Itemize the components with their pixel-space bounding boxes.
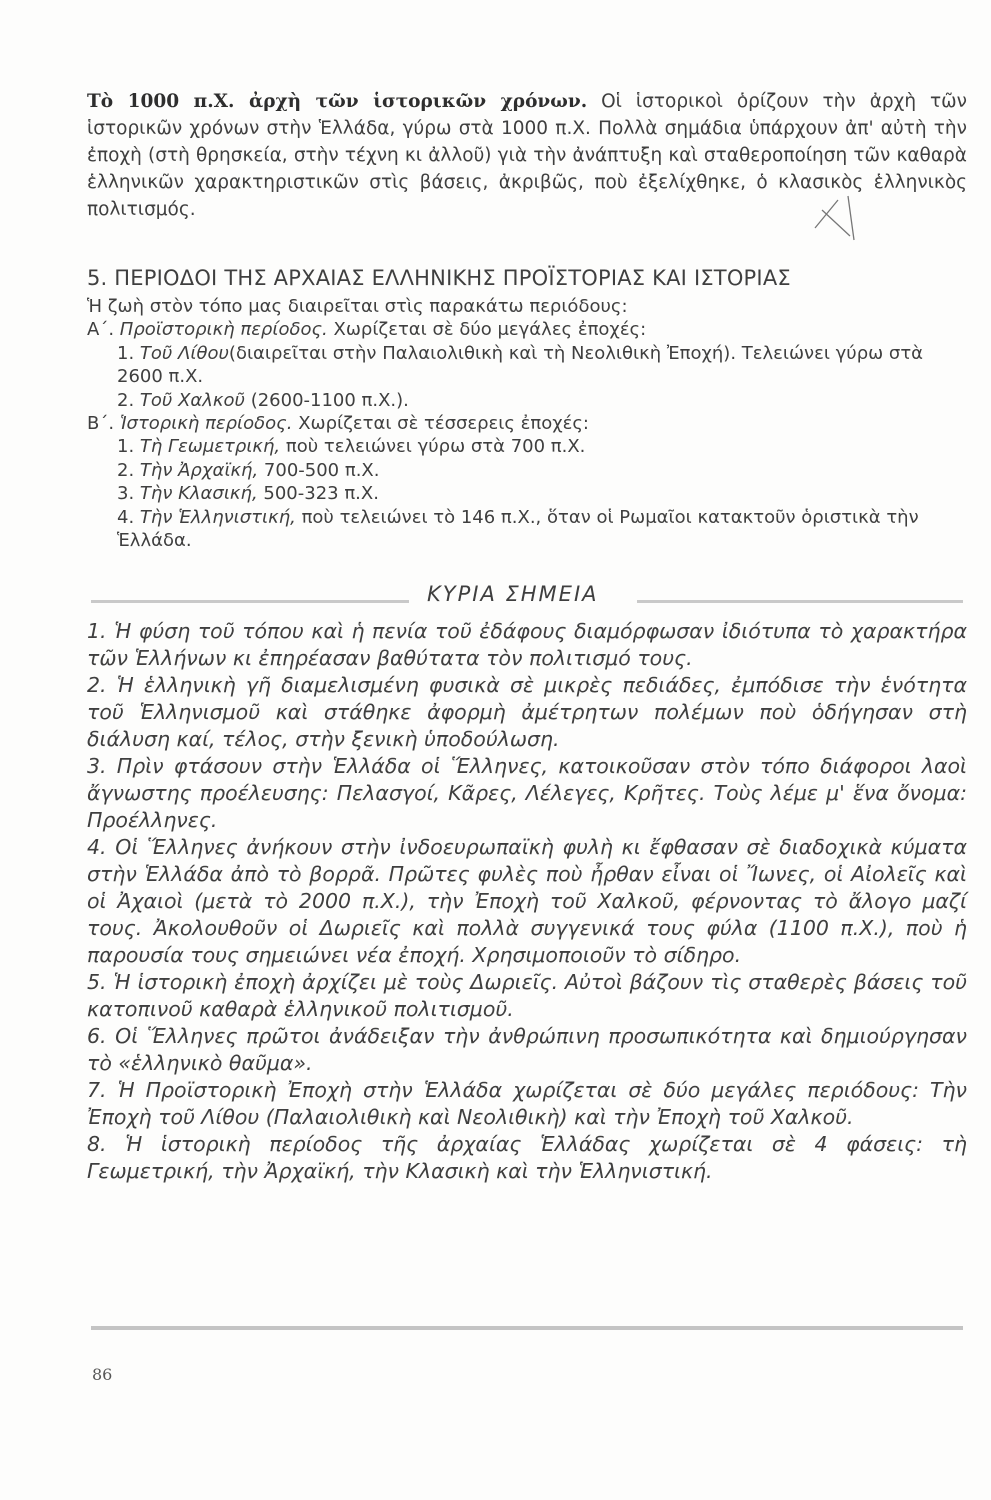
period-b1-num: 1. [117, 436, 135, 458]
period-a-label: Α΄. [87, 319, 115, 341]
page-number: 86 [92, 1365, 113, 1384]
period-a1 [87, 342, 967, 389]
period-a1-desc: (διαιρεῖται στὴν Παλαιολιθικὴ καὶ τὴ Νεολιθικὴ Ἐποχή). Τελειώνει γύρω στὰ 2600 π.Χ. [117, 342, 924, 388]
period-b-desc: Χωρίζεται σὲ τέσσερεις ἐποχές: [298, 413, 589, 435]
period-b3-desc: 500-323 π.Χ. [263, 483, 379, 505]
period-b4-title: Τὴν Ἑλληνιστική, [139, 506, 296, 528]
period-a1-num: 1. [117, 342, 135, 364]
key-point-item: 1. Ἡ φύση τοῦ τόπου καὶ ἡ πενία τοῦ ἐδάφους διαμόρφωσαν ἰδιότυπα τὸ χαρακτήρα τῶν Ἑλλήνων κι ἐπηρέασαν βαθύτατα τὸν πολιτισμό τους. [87, 619, 967, 671]
period-b-label: Β΄. [87, 413, 115, 435]
period-b1-desc: ποὺ τελειώνει γύρω στὰ 700 π.Χ. [285, 436, 586, 458]
divider-right [637, 600, 963, 603]
key-point-item: 2. Ἡ ἑλληνικὴ γῆ διαμελισμένη φυσικὰ σὲ μικρὲς πεδιάδες, ἐμπόδισε τὴν ἑνότητα τοῦ Ἑλληνισμοῦ καὶ στάθηκε ἀφορμὴ ἀμέτρητων πολέμων ποὺ ὁδήγησαν στὴ διάλυση καί, τέλος, στὴν ξενικὴ ὑποδούλωση. [87, 673, 967, 752]
period-a-desc: Χωρίζεται σὲ δύο μεγάλες ἐποχές: [333, 319, 647, 341]
period-b4 [87, 506, 967, 553]
key-points-title: ΚΥΡΙΑ ΣΗΜΕΙΑ [427, 582, 599, 607]
key-point-item: 3. Πρὶν φτάσουν στὴν Ἑλλάδα οἱ Ἕλληνες, κατοικοῦσαν στὸν τόπο διάφοροι λαοὶ ἄγνωστης προέλευσης: Πελασγοί, Κᾶρες, Λέλεγες, Κρῆτες. Τοὺς λέμε μ' ἕνα ὄνομα: Προέλληνες. [87, 754, 967, 833]
intro-lead: Τὸ 1000 π.Χ. ἀρχὴ τῶν ἱστορικῶν χρόνων. [87, 91, 588, 112]
period-a2 [87, 389, 967, 412]
bottom-divider [91, 1326, 963, 1330]
section-heading: 5. ΠΕΡΙΟΔΟΙ ΤΗΣ ΑΡΧΑΙΑΣ ΕΛΛΗΝΙΚΗΣ ΠΡΟΪΣΤΟΡΙΑΣ ΚΑΙ ΙΣΤΟΡΙΑΣ [87, 266, 791, 290]
key-point-item: 7. Ἡ Προϊστορικὴ Ἐποχὴ στὴν Ἑλλάδα χωρίζεται σὲ δύο μεγάλες περιόδους: Τὴν Ἐποχὴ τοῦ Λίθου (Παλαιολιθικὴ καὶ Νεολιθικὴ) καὶ τὴν Ἐποχὴ τοῦ Χαλκοῦ. [87, 1078, 967, 1130]
period-b1-title: Τὴ Γεωμετρική, [139, 436, 281, 458]
key-points-list [87, 618, 967, 1185]
period-b-title: Ἱστορικὴ περίοδος. [119, 413, 293, 435]
period-a1-title: Τοῦ Λίθου [139, 342, 229, 364]
period-b3-num: 3. [117, 483, 135, 505]
period-b2 [87, 459, 967, 482]
period-b2-desc: 700-500 π.Χ. [263, 459, 380, 481]
period-b3-title: Τὴν Κλασική, [139, 483, 258, 505]
period-b1 [87, 435, 967, 458]
period-b [87, 412, 967, 435]
period-a2-num: 2. [117, 389, 135, 411]
period-a2-desc: (2600-1100 π.Χ.). [250, 389, 409, 411]
period-b4-desc: ποὺ τελειώνει τὸ 146 π.Χ., ὅταν οἱ Ρωμαῖοι κατακτοῦν ὁριστικὰ τὴν Ἑλλάδα. [117, 506, 919, 552]
period-a2-title: Τοῦ Χαλκοῦ [139, 389, 245, 411]
period-a [87, 318, 967, 341]
key-points-header [87, 582, 967, 614]
pencil-scribble-icon [810, 188, 870, 248]
key-point-item: 5. Ἡ ἱστορικὴ ἐποχὴ ἀρχίζει μὲ τοὺς Δωριεῖς. Αὐτοὶ βάζουν τὶς σταθερὲς βάσεις τοῦ κατοπινοῦ καθαρὰ ἑλληνικοῦ πολιτισμοῦ. [87, 970, 967, 1022]
intro-body: Οἱ ἱστορικοὶ ὁρίζουν τὴν ἀρχὴ τῶν ἱστορικῶν χρόνων στὴν Ἑλλάδα, γύρω στὰ 1000 π.Χ. Πολλὰ σημάδια ὑπάρχουν ἀπ' αὐτὴ τὴν ἐποχὴ (στὴ θρησκεία, στὴν τέχνη κι ἀλλοῦ) γιὰ τὴν ἀνάπτυξη καὶ σταθεροποίηση τῶν καθαρὰ ἑλληνικῶν χαρακτηριστικῶν στὶς βάσεις, ἀκριβῶς, ποὺ ἐξελίχθηκε, ὁ κλασικὸς ἑλληνικὸς πολιτισμός. [87, 91, 968, 220]
key-point-item: 8. Ἡ ἱστορικὴ περίοδος τῆς ἀρχαίας Ἑλλάδας χωρίζεται σὲ 4 φάσεις: τὴ Γεωμετρική, τὴν Ἀρχαϊκή, τὴν Κλασικὴ καὶ τὴν Ἑλληνιστική. [87, 1132, 967, 1184]
periods-list [87, 295, 967, 552]
page-content [87, 88, 967, 1185]
period-b2-num: 2. [117, 459, 135, 481]
key-point-item: 4. Οἱ Ἕλληνες ἀνήκουν στὴν ἰνδοευρωπαϊκὴ φυλὴ κι ἔφθασαν σὲ διαδοχικὰ κύματα στὴν Ἑλλάδα ἀπὸ τὸ βορρᾶ. Πρῶτες φυλὲς ποὺ ἦρθαν εἶναι οἱ Ἴωνες, οἱ Αἰολεῖς καὶ οἱ Ἀχαιοὶ (μετὰ τὸ 2000 π.Χ.), τὴν Ἐποχὴ τοῦ Χαλκοῦ, φέρνοντας τὸ ἄλογο μαζί τους. Ἀκολουθοῦν οἱ Δωριεῖς καὶ πολλὰ συγγενικά τους φύλα (1100 π.Χ.), ποὺ ἡ παρουσία τους σημειώνει νέα ἐποχή. Χρησιμοποιοῦν τὸ σίδηρο. [87, 835, 967, 968]
divider-left [91, 600, 409, 603]
period-b2-title: Τὴν Ἀρχαϊκή, [139, 459, 259, 481]
period-a-title: Προϊστορικὴ περίοδος. [119, 319, 328, 341]
period-b4-num: 4. [117, 506, 135, 528]
key-point-item: 6. Οἱ Ἕλληνες πρῶτοι ἀνάδειξαν τὴν ἀνθρώπινη προσωπικότητα καὶ δημιούργησαν τὸ «ἑλληνικὸ θαῦμα». [87, 1024, 967, 1076]
periods-intro: Ἡ ζωὴ στὸν τόπο μας διαιρεῖται στὶς παρακάτω περιόδους: [87, 296, 628, 317]
period-b3 [87, 482, 967, 505]
